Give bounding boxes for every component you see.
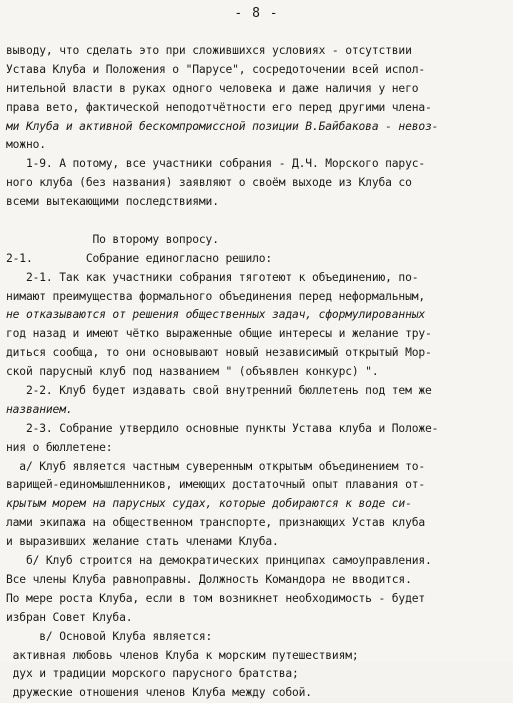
text-line: б/ Клуб строится на демократических принципах самоуправления.	[6, 554, 432, 568]
text-line: и выразивших желание стать членами Клуба.	[6, 535, 279, 549]
text-line: можно.	[6, 138, 46, 152]
text-line: а/ Клуб является частным суверенным открытым объединением то-	[6, 459, 426, 473]
text-line: ного клуба (без названия) заявляют о своём выходе из Клуба со	[6, 176, 412, 190]
text-line: Все члены Клуба равноправны. Должность Командора не вводится.	[6, 572, 412, 586]
text-line: выводу, что сделать это при сложившихся условиях - отсутствии	[6, 44, 412, 57]
text-line: крытым морем на парусных судах, которые добираются к воде си-	[6, 497, 412, 511]
text-line: названием.	[6, 402, 73, 416]
text-line: ской парусный клуб под названием " (объявлен конкурс) ".	[6, 365, 379, 379]
text-line: в/ Основой Клуба является:	[6, 629, 213, 643]
text-line: По мере роста Клуба, если в том возникнет необходимость - будет	[6, 591, 426, 605]
text-line: 1-9. А потому, все участники собрания - Д.Ч. Морского парус-	[6, 157, 426, 171]
text-line: дух и традиции морского парусного братства;	[6, 667, 299, 681]
text-line: варищей-единомышленников, имеющих достаточный опыт плавания от-	[6, 478, 426, 492]
text-line: нительной власти в руках одного человека и даже наличия у него	[6, 81, 419, 95]
text-line: ми Клуба и активной бескомпромиссной позиции В.Байбакова - невоз-	[6, 119, 439, 133]
text-line: 2-3. Собрание утвердило основные пункты Устава клуба и Положе-	[6, 421, 439, 435]
text-line: нимают преимущества формального объединения перед неформальным,	[6, 289, 426, 303]
text-line: права вето, фактической неподотчётности его перед другими члена-	[6, 100, 432, 114]
document-body	[6, 42, 509, 703]
text-line: 2-2. Клуб будет издавать свой внутренний бюллетень под тем же	[6, 384, 432, 398]
text-line: диться сообща, то они основывают новый независимый открытый Мор-	[6, 346, 432, 360]
text-line: По второму вопросу.	[6, 232, 219, 246]
page-number: - 8 -	[234, 6, 279, 21]
text-line: ния о бюллетене:	[6, 440, 113, 454]
text-line: 2-1. Так как участники собрания тяготеют к объединению, по-	[6, 270, 419, 284]
text-line: 2-1. Собрание единогласно решило:	[6, 251, 273, 265]
text-line: год назад и имеют чётко выраженные общие интересы и желание тру-	[6, 327, 432, 341]
text-line: не отказываются от решения общественных задач, сформулированных	[6, 308, 426, 322]
text-line: всеми вытекающими последствиями.	[6, 195, 219, 209]
text-line: активная любовь членов Клуба к морским путешествиям;	[6, 648, 359, 662]
text-line: избран Совет Клуба.	[6, 610, 133, 624]
text-line: дружеские отношения членов Клуба между собой.	[6, 686, 312, 700]
text-line: Устава Клуба и Положения о "Парусе", сосредоточении всей испол-	[6, 62, 426, 76]
text-line	[6, 212, 509, 231]
text-line: лами экипажа на общественном транспорте, признающих Устав клуба	[6, 516, 426, 530]
